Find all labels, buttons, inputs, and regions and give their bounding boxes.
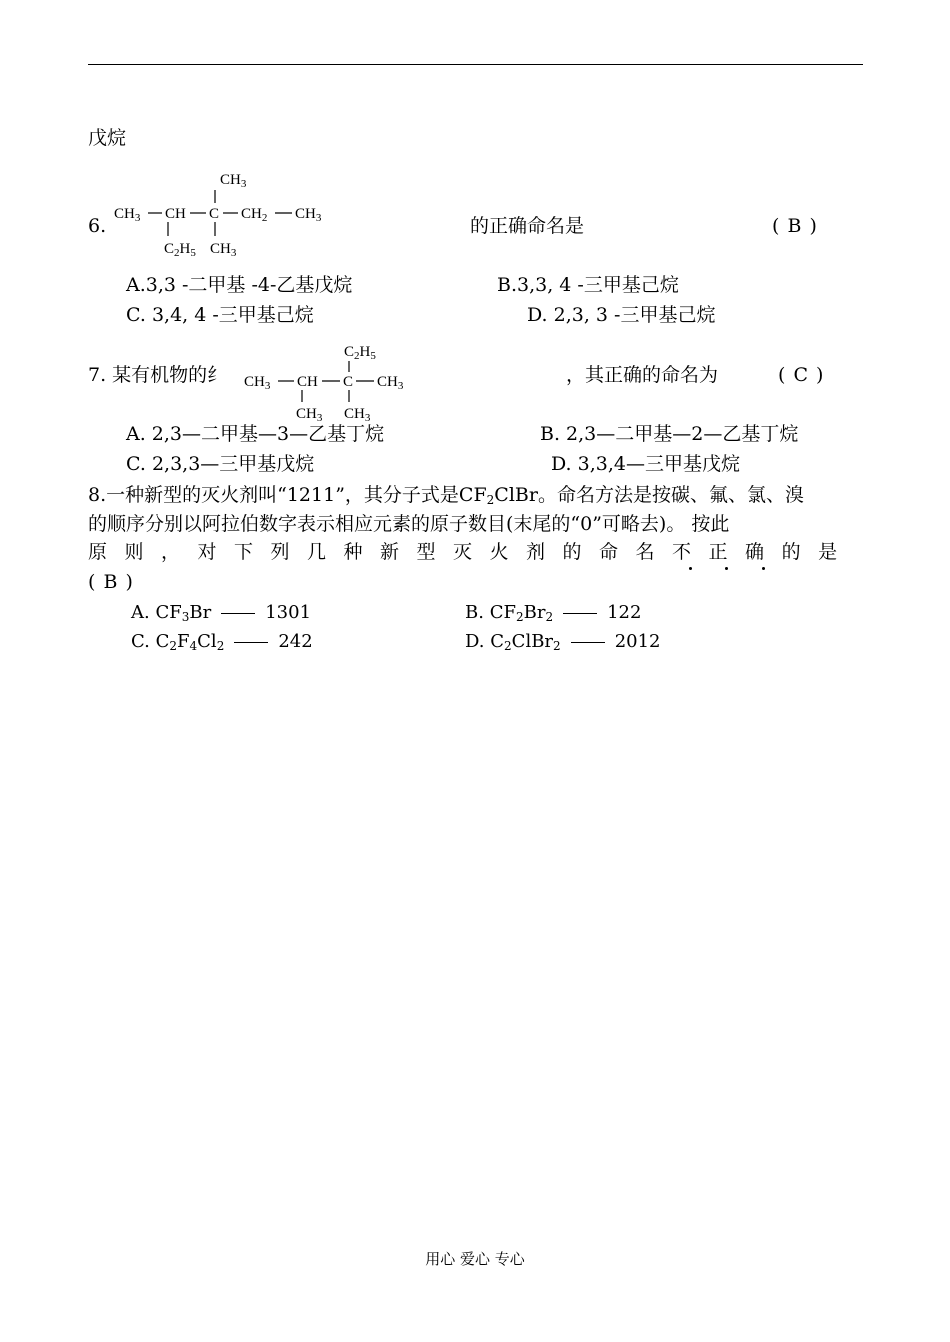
- q8-option-b-dash: [563, 613, 597, 614]
- q7-option-a: A. 2,3—二甲基—3—乙基丁烷: [126, 423, 385, 445]
- q8-option-d-formula: $C_2ClBr_2$: [490, 631, 561, 653]
- q7-stem: ，其正确的命名为: [566, 364, 719, 386]
- q6-number: 6.: [88, 215, 107, 237]
- q7-chain-ch3-left: $CH_3$: [244, 374, 271, 392]
- q8-option-c-label: C.: [131, 631, 150, 652]
- q8-answer: ( B ): [88, 571, 134, 593]
- q8-line1: [88, 483, 804, 507]
- q8-option-b-label: B.: [465, 602, 484, 623]
- q8-option-b: [465, 601, 641, 625]
- q8-option-a-value: 1301: [265, 602, 312, 623]
- q8-emphasis-char-1: 不: [672, 541, 709, 563]
- q8-option-d-value: 2012: [614, 631, 661, 652]
- q7-option-b: B. 2,3—二甲基—2—乙基丁烷: [540, 423, 799, 445]
- q8-option-c-dash: [234, 642, 268, 643]
- q7-chain-ch: CH: [297, 374, 318, 390]
- q8-option-a-label: A.: [131, 602, 150, 623]
- q8-option-b-value: 122: [607, 602, 642, 623]
- q6-sub-top-ch3: $CH_3$: [220, 172, 247, 190]
- q6-option-c: C. 3,4, 4 -三甲基己烷: [126, 304, 314, 326]
- q6-chain-ch: CH: [165, 206, 186, 222]
- q7-structure-diagram: [240, 340, 420, 424]
- q8-option-c: [131, 630, 313, 654]
- q8-line2: 的顺序分别以阿拉伯数字表示相应元素的原子数目(末尾的“0”可略去)。 按此: [88, 513, 730, 535]
- q8-line3-part-b: 的是: [781, 541, 855, 563]
- q8-line1-part-a: 8.一种新型的灭火剂叫“1211”，其分子式是CF: [88, 484, 487, 506]
- q6-chain-c: C: [209, 206, 220, 222]
- q7-sub-bottom-ch3-1: $CH_3$: [296, 406, 323, 424]
- q6-stem: 的正确命名是: [470, 215, 585, 237]
- q6-chain-ch2: $CH_2$: [241, 206, 268, 224]
- q6-answer: ( B ): [772, 215, 818, 237]
- q8-option-a-dash: [221, 613, 255, 614]
- q8-option-d: [465, 630, 661, 654]
- q8-option-d-dash: [571, 642, 605, 643]
- q6-sub-bottom-c2h5: $C_2H_5$: [164, 241, 196, 259]
- q8-line3: [88, 540, 855, 564]
- q6-sub-bottom-ch3: $CH_3$: [210, 241, 237, 259]
- q8-option-c-value: 242: [278, 631, 313, 652]
- q7-option-d: D. 3,3,4—三甲基戊烷: [551, 453, 740, 475]
- header-rule: [88, 64, 863, 65]
- q8-line3-part-a: 原则，对下列几种新型灭火剂的命名: [88, 541, 673, 563]
- q8-line1-part-b: ClBr。命名方法是按碳、氟、氯、溴: [494, 484, 804, 506]
- q8-option-b-formula: $CF_2Br_2$: [489, 602, 554, 624]
- q6-chain-ch3-left: $CH_3$: [114, 206, 141, 224]
- q6-option-d: D. 2,3, 3 -三甲基己烷: [527, 304, 716, 326]
- q8-option-d-label: D.: [465, 631, 485, 652]
- q8-line1-subscript: 2: [486, 493, 495, 507]
- q7-option-c: C. 2,3,3—三甲基戊烷: [126, 453, 315, 475]
- q7-answer: ( C ): [778, 364, 825, 386]
- q8-option-a-formula: $CF_3Br$: [155, 602, 212, 624]
- q7-chain-ch3-right: $CH_3$: [377, 374, 404, 392]
- q8-emphasis-char-2: 正: [708, 541, 746, 563]
- page-footer: 用心 爱心 专心: [425, 1250, 525, 1268]
- q6-option-b: B.3,3, 4 -三甲基己烷: [497, 274, 679, 296]
- q6-structure-diagram: [110, 166, 340, 262]
- q8-option-c-formula: $C_2F_4Cl_2$: [155, 631, 225, 653]
- continued-text: 戊烷: [88, 127, 127, 149]
- q6-chain-ch3-right: $CH_3$: [295, 206, 322, 224]
- q7-sub-top-c2h5: $C_2H_5$: [344, 344, 376, 362]
- q6-option-a: A.3,3 -二甲基 -4-乙基戊烷: [126, 274, 353, 296]
- q8-option-a: [131, 601, 311, 625]
- q7-prefix: 7. 某有机物的纟: [88, 364, 227, 386]
- q7-chain-c: C: [343, 374, 354, 390]
- q7-sub-bottom-ch3-2: $CH_3$: [344, 406, 371, 424]
- q8-emphasis-char-3: 确: [745, 541, 782, 563]
